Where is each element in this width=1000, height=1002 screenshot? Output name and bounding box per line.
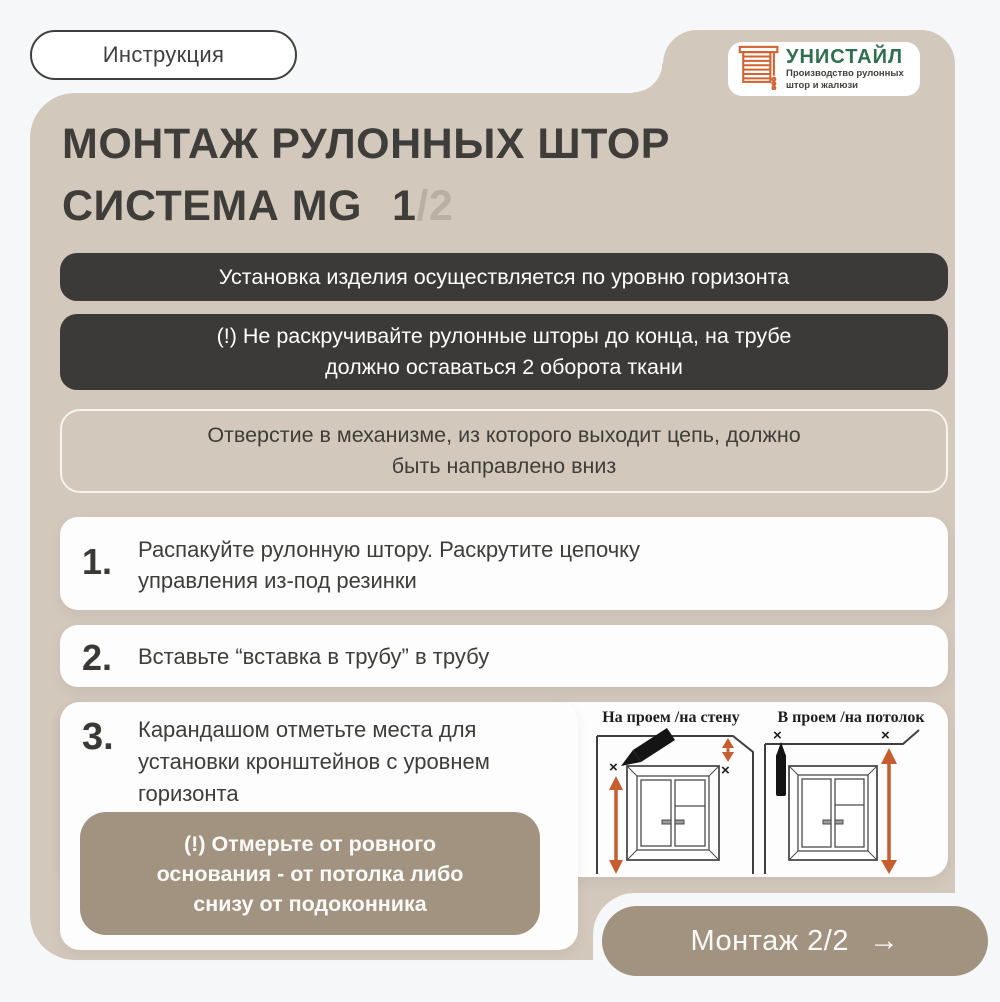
card-tab-fillet	[633, 63, 663, 93]
arrow-right-icon: →	[868, 924, 900, 957]
company-logo	[728, 42, 920, 96]
x-mark: ×	[773, 727, 782, 744]
instruction-badge[interactable]	[30, 30, 297, 80]
window-icon	[627, 766, 719, 860]
step-2-number: 2.	[82, 637, 113, 678]
x-mark: ×	[609, 759, 618, 776]
measure-arrow-small	[722, 738, 734, 762]
step-line: горизонта	[138, 781, 239, 806]
instruction-badge-label: Инструкция	[102, 42, 225, 67]
step-1-number: 1.	[82, 541, 113, 582]
step-2-text	[138, 641, 489, 672]
page-title-line1: МОНТАЖ РУЛОННЫХ ШТОР	[62, 120, 670, 168]
title-page-current: 1	[391, 182, 417, 230]
warning-banner-unroll	[60, 314, 948, 390]
step-3-text	[138, 714, 490, 810]
banner-line: должно оставаться 2 оборота ткани	[325, 355, 683, 379]
measure-arrow-long-left	[609, 776, 623, 874]
title-page-total: /2	[416, 182, 454, 230]
logo-tagline-2: штор и жалюзи	[786, 79, 859, 91]
banner-line: (!) Не раскручивайте рулонные шторы до конца, на трубе	[216, 324, 792, 348]
step-line: Карандашом отметьте места для	[138, 717, 477, 742]
step-3-warning-note	[80, 812, 540, 935]
warning-banner-level	[60, 253, 948, 301]
note-line: Отверстие в механизме, из которого выходит цепь, должно	[207, 423, 801, 447]
step-3-number: 3.	[82, 716, 114, 758]
pencil-icon	[776, 742, 786, 796]
next-page-button[interactable]	[602, 906, 988, 976]
roller-blind-icon	[738, 44, 780, 95]
step-line: управления из-под резинки	[138, 568, 417, 593]
page-title-line2	[62, 182, 922, 231]
note-chain-direction	[60, 409, 948, 493]
x-mark: ×	[721, 762, 730, 779]
step-2-card	[60, 625, 948, 687]
logo-name: УНИСТАЙЛ	[786, 46, 904, 69]
note-line: быть направлено вниз	[391, 454, 617, 478]
step-1-text	[138, 534, 640, 596]
x-mark: ×	[881, 727, 890, 744]
diagram-right-title: В проем /на потолок	[777, 709, 925, 726]
step-line: Распакуйте рулонную штору. Раскрутите цепочку	[138, 537, 641, 562]
step-line: установки кронштейнов с уровнем	[138, 749, 490, 774]
note-line: (!) Отмерьте от ровного	[184, 831, 436, 856]
note-line: основания - от потолка либо	[156, 861, 464, 886]
measure-arrow-long-right	[881, 748, 897, 874]
pencil-icon	[621, 728, 675, 766]
mounting-diagram	[583, 702, 948, 882]
title-system: СИСТЕМА MG	[62, 182, 362, 230]
step-1-card	[60, 517, 948, 610]
banner-line: Установка изделия осуществляется по уровню горизонта	[218, 264, 790, 289]
step-line: Вставьте “вставка в трубу” в трубу	[138, 644, 490, 669]
next-page-label: Монтаж 2/2	[690, 924, 849, 957]
diagram-left-title: На проем /на стену	[602, 709, 740, 726]
logo-tagline-1: Производство рулонных	[786, 68, 904, 80]
window-icon	[789, 766, 877, 860]
note-line: снизу от подоконника	[193, 891, 427, 916]
